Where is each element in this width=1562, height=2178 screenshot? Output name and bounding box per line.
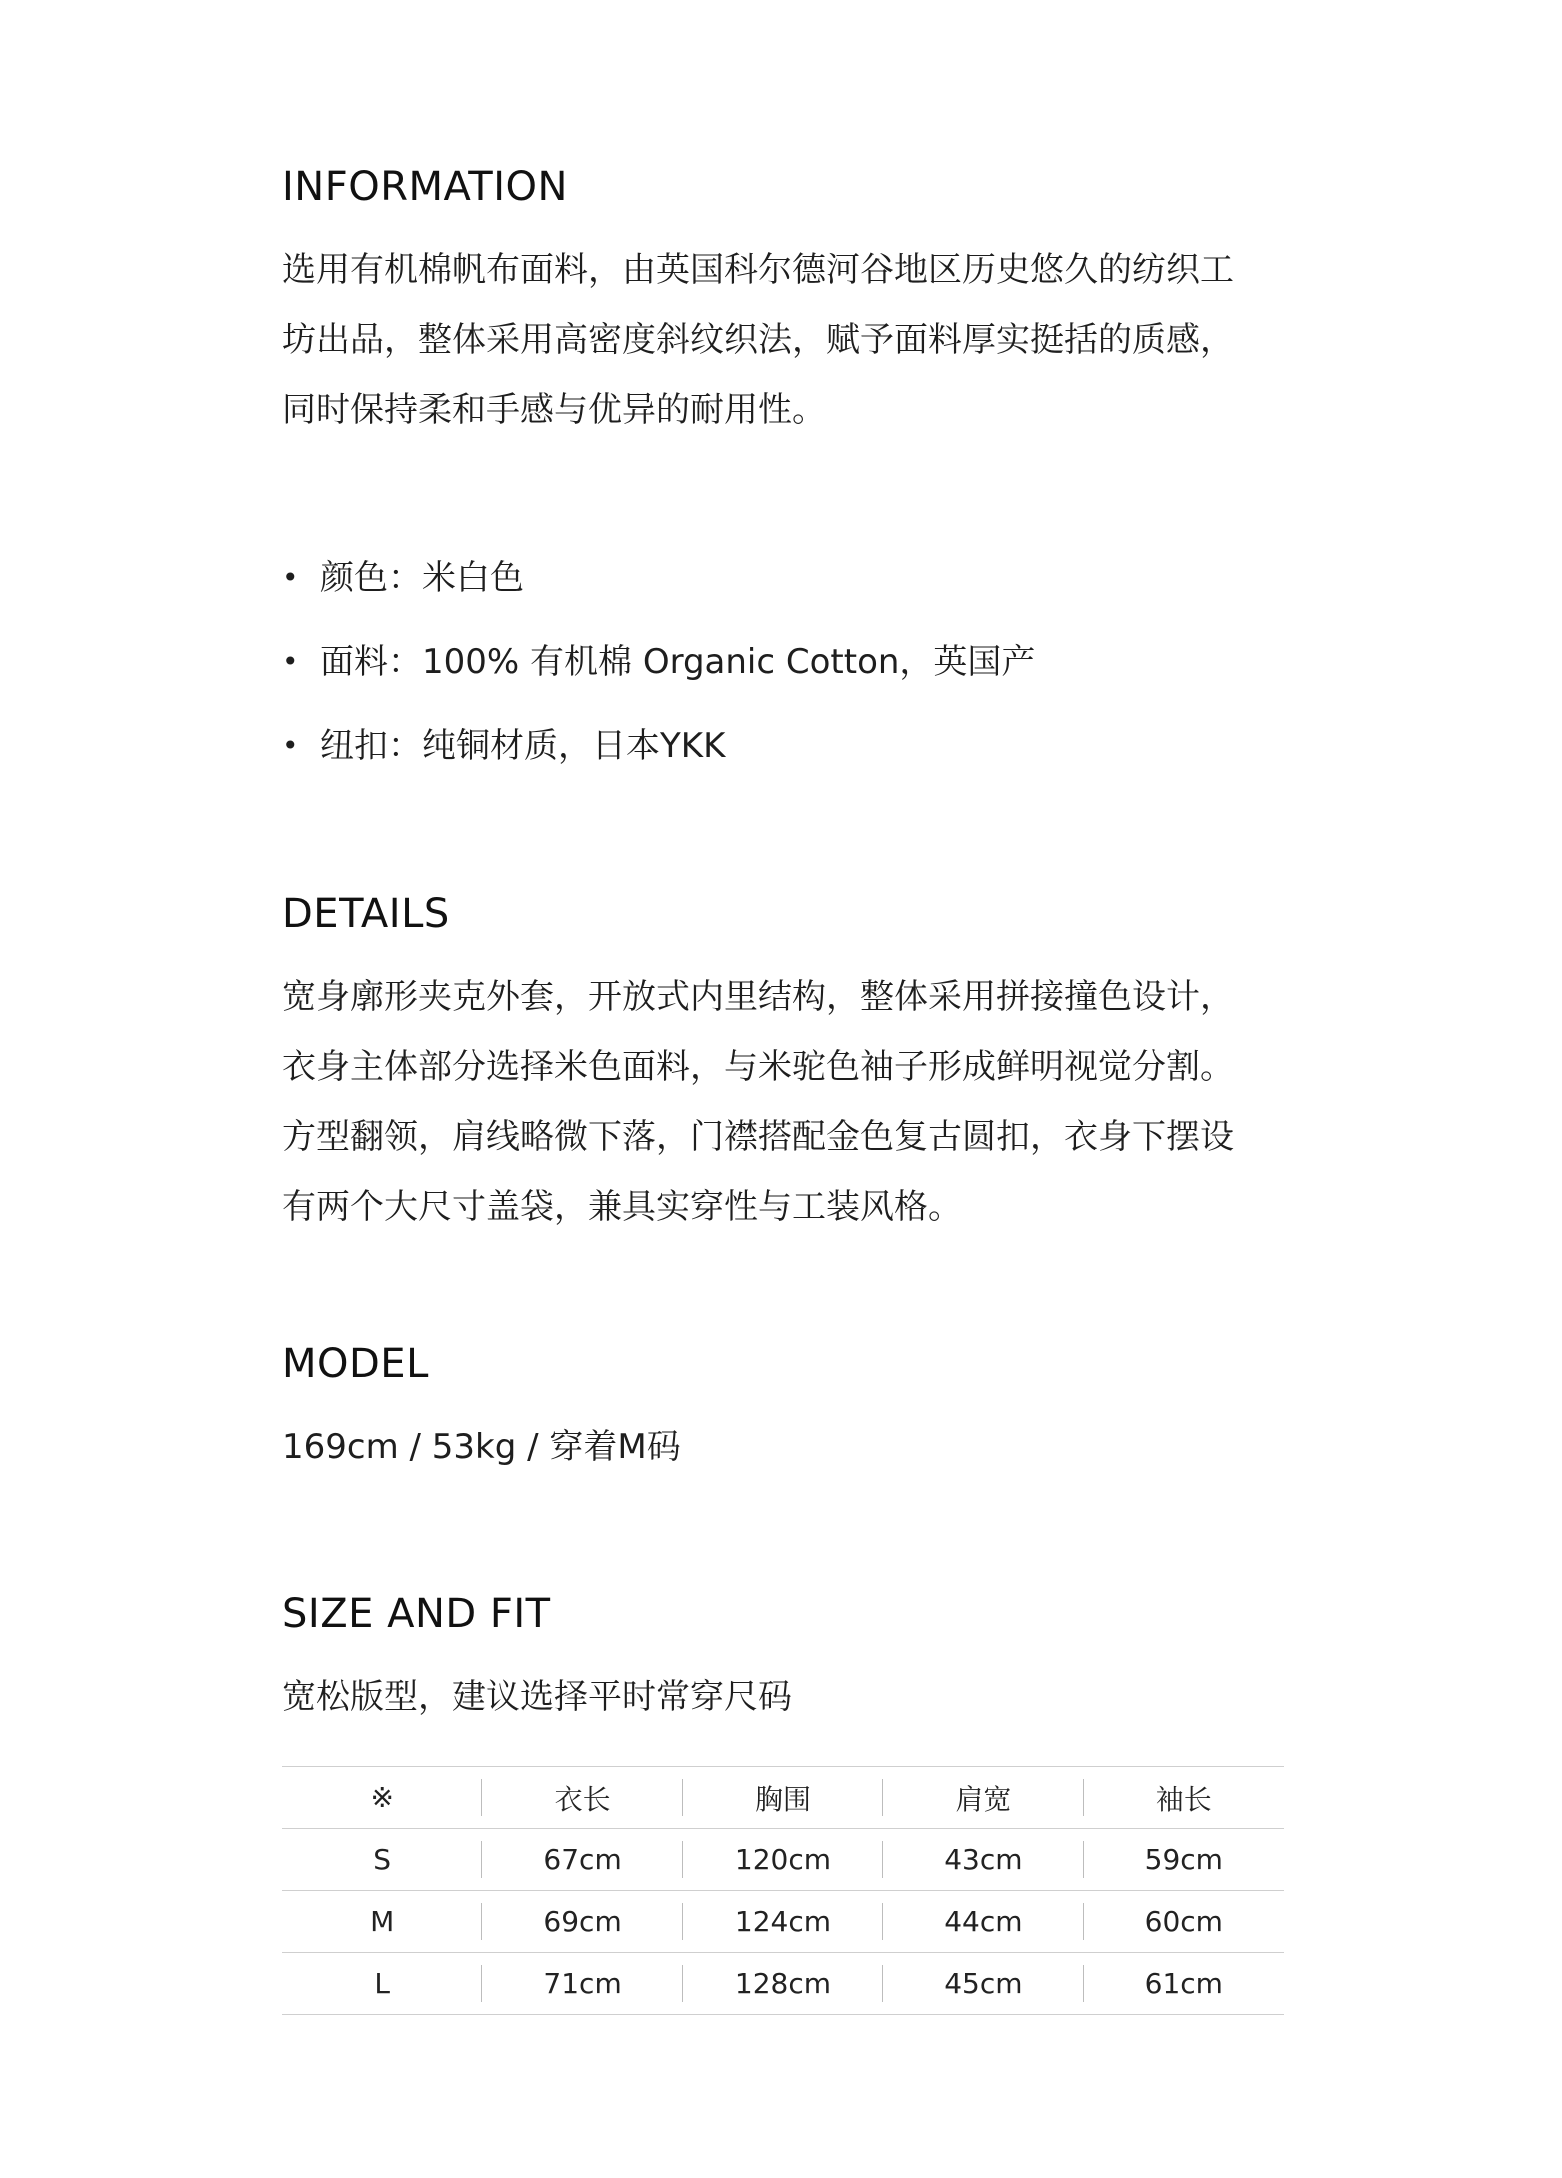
details-line: 衣身主体部分选择米色面料，与米驼色袖子形成鲜明视觉分割。 — [282, 1047, 1234, 1087]
details-line: 有两个大尺寸盖袋，兼具实穿性与工装风格。 — [282, 1187, 962, 1227]
size-table-header-row — [282, 1767, 1284, 1829]
size-table-cell: M — [282, 1891, 482, 1953]
size-table-cell: 71cm — [482, 1953, 682, 2015]
bullet-dot-icon: • — [282, 645, 299, 678]
size-table — [282, 1766, 1284, 2015]
information-bullet-list — [282, 545, 1035, 797]
model-heading: MODEL — [282, 1341, 429, 1387]
details-heading: DETAILS — [282, 891, 450, 937]
details-line: 方型翻领，肩线略微下落，门襟搭配金色复古圆扣，衣身下摆设 — [282, 1117, 1234, 1157]
size-table-cell: 67cm — [482, 1829, 682, 1891]
model-info: 169cm / 53kg / 穿着M码 — [282, 1427, 681, 1467]
size-table-cell: 59cm — [1084, 1829, 1284, 1891]
size-table-header-cell: 衣长 — [482, 1767, 682, 1829]
size-fit-heading: SIZE AND FIT — [282, 1591, 551, 1637]
size-table-cell: 44cm — [883, 1891, 1083, 1953]
bullet-text: 纽扣：纯铜材质，日本YKK — [320, 726, 726, 766]
information-line: 坊出品，整体采用高密度斜纹织法，赋予面料厚实挺括的质感， — [282, 320, 1234, 360]
bullet-item-fabric — [282, 629, 1035, 713]
size-table-cell: 43cm — [883, 1829, 1083, 1891]
size-table-row — [282, 1891, 1284, 1953]
size-table-row — [282, 1829, 1284, 1891]
bullet-dot-icon: • — [282, 561, 299, 594]
size-table-cell: 45cm — [883, 1953, 1083, 2015]
size-table-header-cell: 袖长 — [1084, 1767, 1284, 1829]
size-table-row — [282, 1953, 1284, 2015]
size-fit-note: 宽松版型，建议选择平时常穿尺码 — [282, 1677, 792, 1717]
information-line: 同时保持柔和手感与优异的耐用性。 — [282, 390, 826, 430]
size-table-cell: L — [282, 1953, 482, 2015]
size-table-header-cell: ※ — [282, 1767, 482, 1829]
size-table-header-cell: 胸围 — [683, 1767, 883, 1829]
information-heading: INFORMATION — [282, 164, 568, 210]
bullet-item-buttons — [282, 713, 1035, 797]
size-table-cell: 124cm — [683, 1891, 883, 1953]
size-table-cell: 120cm — [683, 1829, 883, 1891]
bullet-item-color — [282, 545, 1035, 629]
information-line: 选用有机棉帆布面料，由英国科尔德河谷地区历史悠久的纺织工 — [282, 250, 1234, 290]
bullet-text: 颜色：米白色 — [320, 558, 524, 598]
size-table-header-cell: 肩宽 — [883, 1767, 1083, 1829]
size-table-cell: 60cm — [1084, 1891, 1284, 1953]
size-table-cell: 61cm — [1084, 1953, 1284, 2015]
size-table-cell: 128cm — [683, 1953, 883, 2015]
bullet-dot-icon: • — [282, 729, 299, 762]
details-line: 宽身廓形夹克外套，开放式内里结构，整体采用拼接撞色设计， — [282, 977, 1234, 1017]
size-table-cell: 69cm — [482, 1891, 682, 1953]
bullet-text: 面料：100% 有机棉 Organic Cotton，英国产 — [320, 642, 1036, 682]
size-table-cell: S — [282, 1829, 482, 1891]
information-description — [282, 235, 1282, 445]
details-description — [282, 962, 1282, 1242]
